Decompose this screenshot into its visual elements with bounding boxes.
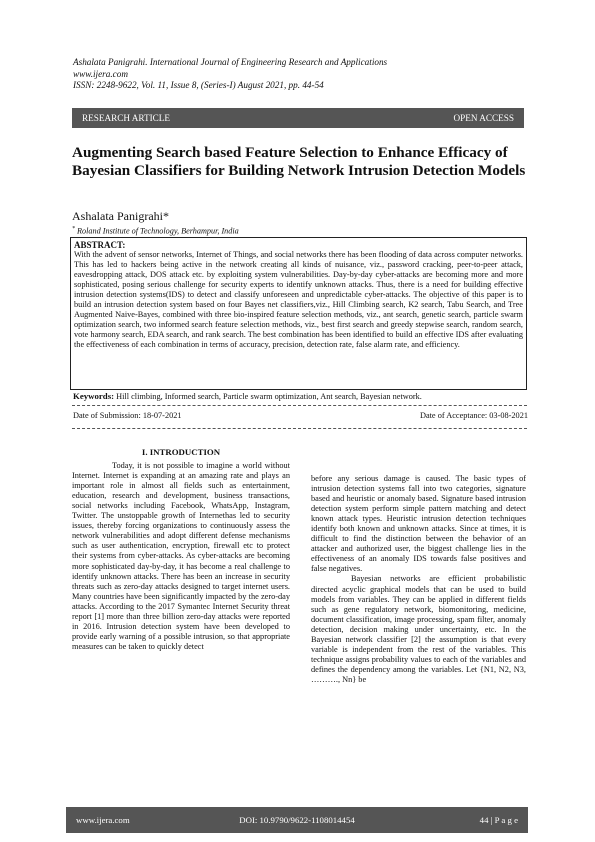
footer-doi[interactable]: DOI: 10.9790/9622-1108014454 [239, 815, 355, 825]
keywords [73, 391, 528, 401]
journal-header [73, 57, 533, 92]
author-name: Ashalata Panigrahi* [72, 209, 169, 223]
divider-top [72, 405, 527, 406]
abstract-text: With the advent of sensor networks, Internet of Things, and social networks there has been flooding of data across computer networks. This has led to hackers being active in the network creating all kinds of nuisance, viz., password cracking, peer-to-peer attack, eavesdropping attack, DOS attack etc. by exploiting system vulnerabilities. Day-by-day cyber-attacks are becoming more and more sophisticated, posing serious challenge for security experts to identify unknown attacks. Thus, there is a need for building effective intrusion detection systems(IDS) to detect and classify unforeseen and unpredictable cyber-attacks. The objective of this paper is to build an intrusion detection system based on four Bayes net classifiers,viz., Hill Climbing search, K2 search, Tabu Search, and Tree Augmented Naive-Bayes, combined with three bio-inspired feature selection methods, viz., ant search, genetic search, particle swarm optimization search, two informed search feature selection methods, viz., best first search and greedy stepwise search, random search, vote harmony search, EDA search, and rank search. The best combination has been identified to build an effective IDS after evaluating the effectiveness of each combination in terms of accuracy, precision, detection rate, false alarm rate, and efficiency. [74, 250, 523, 350]
affiliation-mark: * [72, 226, 75, 232]
journal-issn: ISSN: 2248-9622, Vol. 11, Issue 8, (Series-I) August 2021, pp. 44-54 [73, 80, 324, 90]
article-type-label: RESEARCH ARTICLE [82, 113, 171, 123]
page-footer [66, 807, 528, 833]
keywords-label: Keywords: [73, 391, 115, 401]
section-heading-introduction: I. INTRODUCTION [141, 447, 221, 457]
intro-paragraph-3: Bayesian networks are efficient probabilistic directed acyclic graphical models that can be used to build models from variables. They can be applied in different fields such as gene regulatory network, biomonitoring, medicine, document classification, image processing, spam filter, anomaly detection, decision making under uncertainty, etc. In the Bayesian network classifier [2] the assumption is that every variable is independent from the rest of the variables. This technique assigns probability values to each of the variables and defines the dependency among the variables. Let {N1, N2, N3, ………., Nn} be [311, 574, 526, 684]
intro-paragraph-2: before any serious damage is caused. The basic types of intrusion detection systems fall into two categories, signature based and heuristic or anomaly based. Signature based intrusion detection system perform simple pattern matching and detect known attack types. Heuristic intrusion detection techniques identify both known and unknown attacks. Since at times, it is difficult to find the distinction between the behavior of an attacker and authorized user, the biggest challenge lies in the effectiveness of an anomaly IDS towards false positives and false negatives. [311, 474, 526, 574]
divider-bottom [72, 428, 527, 429]
author-affiliation [72, 226, 239, 236]
affiliation-text: Roland Institute of Technology, Berhampur, India [77, 226, 239, 236]
paper-title: Augmenting Search based Feature Selection to Enhance Efficacy of Bayesian Classifiers for Building Network Intrusion Detection Models [72, 144, 526, 179]
intro-paragraph-1: Today, it is not possible to imagine a world without Internet. Internet is expanding at an amazing rate and plays an important role in almost all fields such as entertainment, education, research and development, business transactions, social networks including Facebook, WhatsApp, Instagram, Twitter. The unstoppable growth of Internethas led to security issues, thereby forcing organizations to continuously assess the network vulnerabilities and adopt different defense mechanisms such as user authentication, encryption, firewall etc to protect their systems from cyber-attacks. As cyber-attacks are becoming more sophisticated day-by-day, it has become a real challenge to identify unknown attacks. There has been an increase in security threats such as zero-day attacks designed to target internet users. Many countries have been significantly impacted by the zero-day attacks. According to the 2017 Symantec Internet Security threat report [1] more than three billion zero-day attacks were reported in 2016. Intrusion detection system have been developed to provide early warning of a possible intrusion, so that appropriate measures can be taken to quickly detect [72, 461, 290, 651]
dates-row [73, 411, 528, 420]
acceptance-date: Date of Acceptance: 03-08-2021 [419, 411, 528, 420]
submission-date: Date of Submission: 18-07-2021 [73, 411, 182, 420]
abstract-heading: ABSTRACT: [74, 240, 126, 250]
journal-citation: Ashalata Panigrahi. International Journal of Engineering Research and Applications [73, 57, 388, 67]
column-right [311, 474, 526, 685]
footer-page-number: 44 | P a g e [479, 815, 518, 825]
keywords-text: Hill climbing, Informed search, Particle swarm optimization, Ant search, Bayesian network. [114, 392, 422, 401]
footer-website[interactable]: www.ijera.com [76, 815, 130, 825]
access-label: OPEN ACCESS [453, 113, 514, 123]
abstract-box [70, 237, 527, 390]
journal-website[interactable]: www.ijera.com [73, 68, 128, 79]
article-banner [72, 108, 524, 128]
column-left [72, 447, 290, 652]
